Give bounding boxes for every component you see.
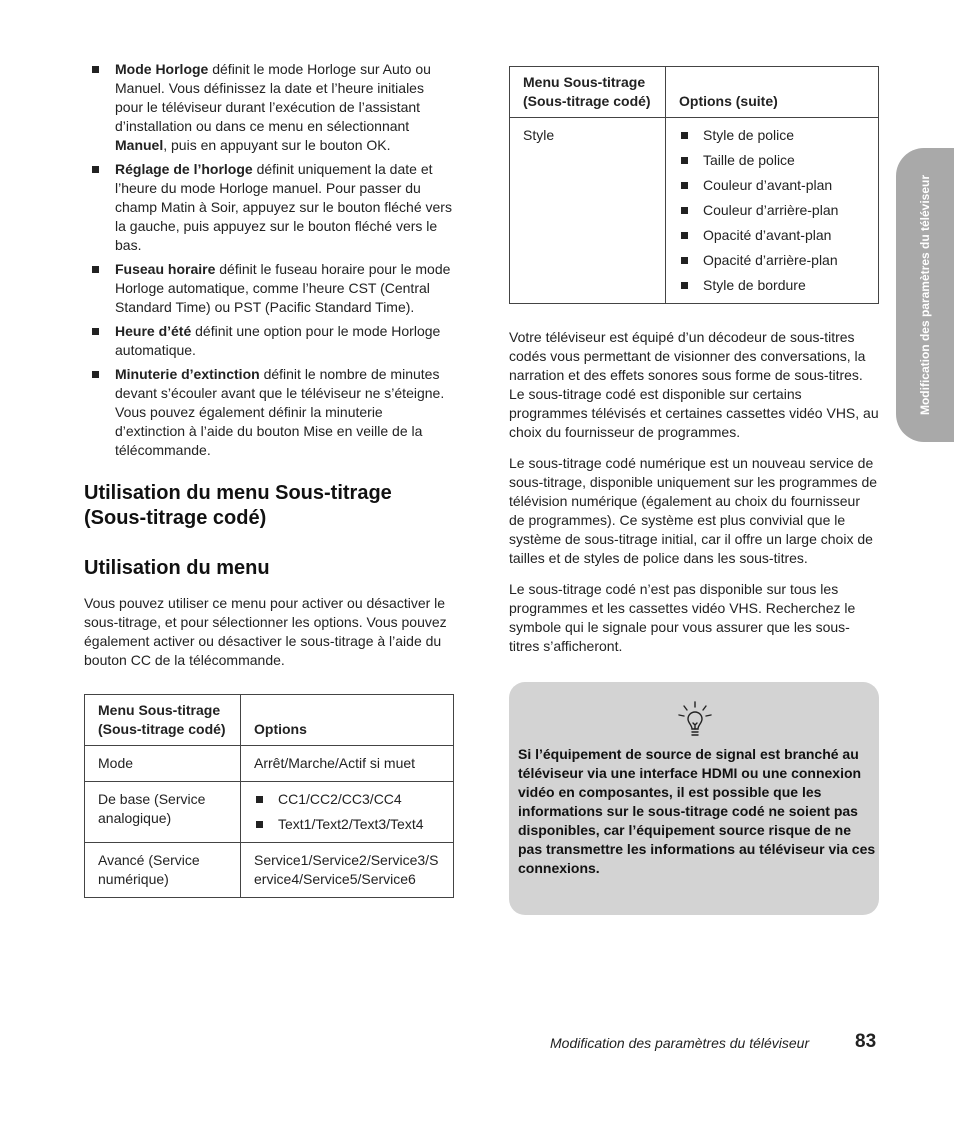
- list-item: CC1/CC2/CC3/CC4: [254, 790, 440, 809]
- item-text: , puis en appuyant sur le bouton OK.: [163, 137, 391, 153]
- lightbulb-icon: [677, 700, 713, 745]
- list-item: Opacité d’avant-plan: [679, 226, 865, 245]
- term-fuseau-horaire: Fuseau horaire: [115, 261, 216, 277]
- left-column: [84, 60, 454, 898]
- table-header-row: [85, 695, 454, 746]
- list-item: [84, 260, 454, 317]
- paragraph: Le sous-titrage codé numérique est un nouveau service de sous-titrage, disponible uniquement sur les programmes de télévision numérique (également au choix du fournisseur de programmes). Ce système est plus convivial que le système de sous-titrage initial, car il offre un large choix de tailles et de styles de police dans les sous-titres.: [509, 455, 878, 566]
- row-value: [241, 782, 454, 843]
- table-row: [85, 782, 454, 843]
- list-item: Couleur d’avant-plan: [679, 176, 865, 195]
- list-item: [84, 160, 454, 255]
- term-minuterie: Minuterie d’extinction: [115, 366, 260, 382]
- item-text: définit le nombre de minutes devant s’écouler avant que le téléviseur ne s’éteigne. Vous pouvez également définir la minuterie d’extinction à l’aide du bouton Mise en veille de la télécommande.: [115, 366, 445, 458]
- row-label: Mode: [85, 746, 241, 782]
- style-options-list: [679, 126, 865, 295]
- row-value: Service1/Service2/Service3/Service4/Service5/Service6: [241, 843, 454, 898]
- right-column: [509, 66, 879, 668]
- list-item: Taille de police: [679, 151, 865, 170]
- term-reglage-horloge: Réglage de l’horloge: [115, 161, 253, 177]
- term-manuel: Manuel: [115, 137, 164, 153]
- row-value: Arrêt/Marche/Actif si muet: [241, 746, 454, 782]
- item-text: définit une option pour le mode Horloge automatique.: [115, 323, 441, 358]
- list-item: Style de bordure: [679, 276, 865, 295]
- paragraph: Le sous-titrage codé n’est pas disponible sur tous les programmes et les cassettes vidéo VHS. Recherchez le symbole qui le signale pour vous assurer que les sous-titres s’afficheront.: [509, 581, 856, 654]
- table-row: [510, 118, 879, 304]
- term-mode-horloge: Mode Horloge: [115, 61, 209, 77]
- value-list: [254, 790, 440, 834]
- table-row: [85, 843, 454, 898]
- list-item: [84, 365, 454, 460]
- list-item: [84, 322, 454, 360]
- intro-paragraph: Vous pouvez utiliser ce menu pour activer ou désactiver le sous-titrage, et pour sélectionner les options. Vous pouvez également activer ou désactiver le sous-titrage à l’aide du bouton CC de la télécommande.: [84, 595, 447, 668]
- col-header-menu: Menu Sous-titrage (Sous-titrage codé): [85, 695, 241, 746]
- list-item: Text1/Text2/Text3/Text4: [254, 815, 440, 834]
- chapter-side-tab: [896, 148, 954, 442]
- list-item: Couleur d’arrière-plan: [679, 201, 865, 220]
- footer-title: Modification des paramètres du téléviseur: [550, 1035, 810, 1051]
- term-heure-ete: Heure d’été: [115, 323, 192, 339]
- note-box: [509, 682, 879, 915]
- item-text: définit le fuseau horaire pour le mode Horloge automatique, comme l’heure CST (Central Standard Time) ou PST (Pacific Standard Time).: [115, 261, 451, 315]
- paragraph: Votre téléviseur est équipé d’un décodeur de sous-titres codés vous permettant de visionner des conversations, la narration et des effets sonores sous forme de sous-titres. Le sous-titrage codé est disponible sur certains programmes télévisés et certaines cassettes vidéo VHS, au choix du fournisseur de programmes.: [509, 329, 879, 440]
- item-text: définit uniquement la date et l’heure du mode Horloge manuel. Pour passer du champ Matin à Soir, appuyez sur le bouton fléché vers la gauche, puis appuyez sur le bouton fléché vers le bas.: [115, 161, 452, 253]
- options-table: [84, 694, 454, 898]
- table-row: [85, 746, 454, 782]
- list-item: Style de police: [679, 126, 865, 145]
- list-item: [84, 60, 454, 155]
- section-heading: Utilisation du menu Sous-titrage (Sous-titrage codé): [84, 482, 392, 529]
- list-item: Opacité d’arrière-plan: [679, 251, 865, 270]
- page-number: 83: [855, 1031, 877, 1052]
- clock-options-list: [84, 60, 454, 460]
- subsection-heading: Utilisation du menu: [84, 557, 270, 579]
- table-header-row: [510, 67, 879, 118]
- note-text: Si l’équipement de source de signal est branché au téléviseur via une interface HDMI ou une connexion vidéo en composantes, il est possible que les informations sur le sous-titrage codé ne soient pas disponibles, car l’équipement source risque de ne pas transmettre les informations au téléviseur via ces connexions.: [518, 746, 876, 876]
- row-label: Avancé (Service numérique): [85, 843, 241, 898]
- row-label: De base (Service analogique): [85, 782, 241, 843]
- col-header-options: Options (suite): [666, 67, 879, 118]
- col-header-options: Options: [241, 695, 454, 746]
- row-value: [666, 118, 879, 304]
- side-tab-label: Modification des paramètres du téléviseur: [918, 174, 932, 416]
- item-text: définit le mode Horloge sur Auto ou Manuel. Vous définissez la date et l’heure initiales pour le téléviseur durant l’exécution de l’assistant d’installation ou dans ce menu en sélectionnant: [115, 61, 431, 134]
- options-continued-table: [509, 66, 879, 304]
- row-label: Style: [510, 118, 666, 304]
- col-header-menu: Menu Sous-titrage (Sous-titrage codé): [510, 67, 666, 118]
